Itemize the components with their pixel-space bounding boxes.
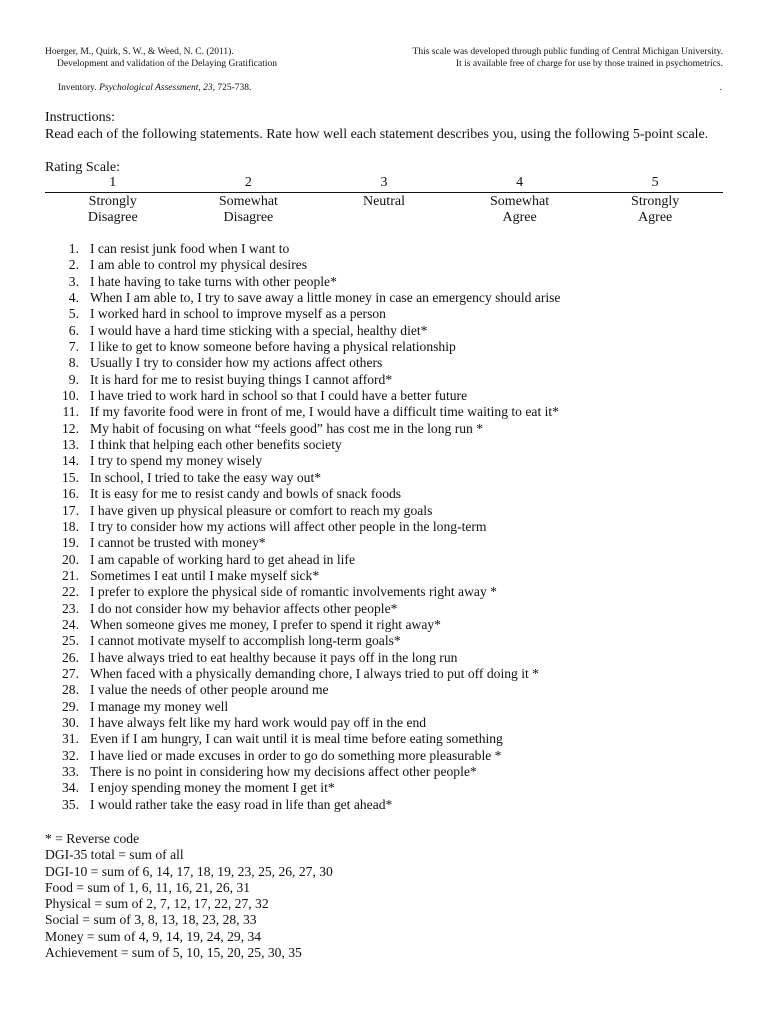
statement-item — [45, 470, 560, 486]
statement-number: 18. — [62, 518, 79, 534]
statement-number: 23. — [62, 600, 79, 616]
statement-number: 24. — [62, 616, 79, 632]
scale-number-2: 2 — [244, 175, 252, 190]
statement-text: Usually I try to consider how my actions affect others — [90, 355, 383, 371]
statement-item — [45, 274, 560, 290]
statement-text: I have lied or made excuses in order to go do something more pleasurable * — [90, 747, 502, 763]
statement-number: 7. — [68, 339, 79, 355]
statement-text: I try to consider how my actions will affect other people in the long-term — [90, 518, 487, 534]
statement-number: 27. — [62, 665, 79, 681]
scale-descriptor-line: Agree — [638, 210, 673, 225]
statement-number: 34. — [62, 780, 79, 796]
citation-title: Development and validation of the Delaying Gratification — [57, 59, 278, 69]
citation-pages: , 725-738. — [212, 83, 252, 93]
statement-item — [45, 404, 560, 420]
scale-descriptor-5 — [587, 193, 723, 226]
statement-item — [45, 633, 560, 649]
statement-number: 31. — [62, 731, 79, 747]
statement-text: I cannot be trusted with money* — [90, 535, 266, 551]
scale-descriptor-line: Somewhat — [218, 194, 278, 209]
citation-prefix: Inventory. — [58, 83, 100, 93]
statement-text: When I am able to, I try to save away a little money in case an emergency should arise — [90, 290, 561, 306]
statement-number: 5. — [68, 306, 79, 322]
statement-item — [45, 339, 560, 355]
statement-item — [45, 355, 560, 371]
statement-item — [45, 372, 560, 388]
statement-item — [45, 306, 560, 322]
statement-item — [45, 584, 560, 600]
statement-text: I value the needs of other people around me — [90, 682, 329, 698]
statement-text: It is hard for me to resist buying things I cannot afford* — [90, 371, 393, 387]
instructions-label: Instructions: — [45, 110, 115, 125]
statement-item — [45, 731, 560, 747]
statement-number: 13. — [62, 437, 79, 453]
statement-number: 21. — [62, 567, 79, 583]
statement-number: 6. — [68, 322, 79, 338]
statement-text: I try to spend my money wisely — [90, 453, 263, 469]
statement-item — [45, 617, 560, 633]
statement-item — [45, 715, 560, 731]
scoring-line: Physical = sum of 2, 7, 12, 17, 22, 27, 32 — [45, 896, 269, 912]
statement-item — [45, 699, 560, 715]
statement-list — [45, 241, 560, 813]
citation-block — [45, 46, 385, 70]
statement-text: I would rather take the easy road in life than get ahead* — [90, 796, 393, 812]
statement-item — [45, 780, 560, 796]
statement-item — [45, 503, 560, 519]
statement-item — [45, 797, 560, 813]
statement-item — [45, 535, 560, 551]
statement-text: I have always felt like my hard work would pay off in the end — [90, 714, 427, 730]
statement-text: I hate having to take turns with other people* — [90, 273, 337, 289]
statement-number: 2. — [68, 257, 79, 273]
statement-item — [45, 666, 560, 682]
statement-item — [45, 257, 560, 273]
statement-text: In school, I tried to take the easy way out* — [90, 469, 322, 485]
scale-descriptor-line: Somewhat — [490, 194, 550, 209]
statement-text: I like to get to know someone before having a physical relationship — [90, 339, 456, 355]
trailing-dot: . — [719, 83, 722, 93]
statement-item — [45, 388, 560, 404]
statement-text: My habit of focusing on what “feels good” has cost me in the long run * — [90, 420, 484, 436]
statement-text: I would have a hard time sticking with a special, healthy diet* — [90, 322, 428, 338]
scale-descriptor-line: Disagree — [87, 210, 138, 225]
rating-scale-label: Rating Scale: — [45, 160, 121, 175]
statement-item — [45, 290, 560, 306]
scoring-line: DGI-10 = sum of 6, 14, 17, 18, 19, 23, 25, 26, 27, 30 — [45, 863, 333, 879]
statement-text: I think that helping each other benefits society — [90, 437, 342, 453]
statement-text: There is no point in considering how my decisions affect other people* — [90, 764, 477, 779]
statement-item — [45, 241, 560, 257]
statement-item — [45, 552, 560, 568]
funding-line-2: It is available free of charge for use by those trained in psychometrics. — [455, 59, 723, 69]
statement-number: 4. — [68, 290, 79, 306]
statement-number: 10. — [62, 388, 79, 404]
scale-descriptor-2 — [181, 193, 317, 226]
statement-text: I am capable of working hard to get ahead in life — [90, 551, 355, 567]
rating-scale — [45, 175, 723, 226]
rating-scale-numbers — [45, 175, 723, 193]
funding-note — [363, 46, 723, 70]
statement-item — [45, 421, 560, 437]
scale-descriptor-line: Neutral — [362, 194, 405, 209]
scoring-line: * = Reverse code — [45, 831, 140, 846]
statement-number: 20. — [62, 551, 79, 567]
statement-number: 22. — [62, 584, 79, 600]
citation-journal: Psychological Assessment, 23 — [99, 83, 213, 93]
scale-descriptor-line: Disagree — [223, 210, 274, 225]
statement-text: It is easy for me to resist candy and bowls of snack foods — [90, 486, 402, 502]
statement-text: I enjoy spending money the moment I get it* — [90, 780, 335, 796]
scale-descriptor-1 — [45, 193, 181, 226]
statement-number: 26. — [62, 649, 79, 665]
statement-number: 17. — [62, 502, 79, 518]
citation-authors: Hoerger, M., Quirk, S. W., & Weed, N. C. (2011). — [45, 47, 234, 57]
statement-text: I prefer to explore the physical side of romantic involvements right away * — [90, 584, 497, 600]
statement-text: I am able to control my physical desires — [90, 257, 308, 273]
scoring-line: Food = sum of 1, 6, 11, 16, 21, 26, 31 — [45, 879, 251, 895]
statement-item — [45, 601, 560, 617]
statement-number: 35. — [62, 796, 79, 812]
scoring-line: Money = sum of 4, 9, 14, 19, 24, 29, 34 — [45, 928, 262, 944]
scale-number-3: 3 — [380, 175, 388, 190]
statement-item — [45, 650, 560, 666]
statement-item — [45, 568, 560, 584]
statement-item — [45, 486, 560, 502]
statement-item — [45, 453, 560, 469]
statement-number: 1. — [68, 241, 79, 256]
statement-number: 25. — [62, 633, 79, 649]
scoring-line: Achievement = sum of 5, 10, 15, 20, 25, 30, 35 — [45, 945, 302, 961]
citation-source — [58, 82, 251, 94]
scoring-key — [45, 831, 333, 961]
statement-text: Even if I am hungry, I can wait until it is meal time before eating something — [90, 731, 503, 747]
scale-descriptor-3 — [316, 193, 452, 226]
scale-number-1: 1 — [109, 175, 117, 190]
statement-text: I have tried to work hard in school so that I could have a better future — [90, 388, 468, 404]
statement-number: 16. — [62, 486, 79, 502]
statement-number: 32. — [62, 747, 79, 763]
scale-descriptor-line: Strongly — [88, 194, 137, 209]
scale-number-5: 5 — [651, 175, 659, 190]
statement-text: If my favorite food were in front of me, I would have a difficult time waiting to eat it* — [90, 404, 559, 420]
statement-number: 9. — [68, 371, 79, 387]
statement-number: 28. — [62, 682, 79, 698]
statement-number: 14. — [62, 453, 79, 469]
statement-item — [45, 748, 560, 764]
statement-number: 29. — [62, 698, 79, 714]
scale-descriptor-4 — [452, 193, 588, 226]
statement-item — [45, 437, 560, 453]
statement-item — [45, 682, 560, 698]
statement-item — [45, 323, 560, 339]
statement-text: I have always tried to eat healthy because it pays off in the long run — [90, 649, 458, 665]
scoring-line: Social = sum of 3, 8, 13, 18, 23, 28, 33 — [45, 912, 257, 928]
scale-descriptor-line: Agree — [502, 210, 537, 225]
statement-number: 11. — [62, 404, 79, 420]
statement-item — [45, 519, 560, 535]
funding-line-1: This scale was developed through public funding of Central Michigan University. — [412, 47, 723, 57]
statement-text: I have given up physical pleasure or comfort to reach my goals — [90, 502, 433, 518]
rating-scale-descriptors — [45, 193, 723, 226]
statement-number: 12. — [62, 420, 79, 436]
statement-text: I manage my money well — [90, 698, 229, 714]
statement-text: I do not consider how my behavior affects other people* — [90, 600, 398, 616]
statement-text: I cannot motivate myself to accomplish long-term goals* — [90, 633, 401, 649]
statement-text: I can resist junk food when I want to — [90, 241, 290, 256]
statement-number: 33. — [62, 764, 79, 779]
statement-number: 15. — [62, 469, 79, 485]
scale-descriptor-line: Strongly — [631, 194, 680, 209]
scoring-line: DGI-35 total = sum of all — [45, 847, 184, 863]
statement-number: 19. — [62, 535, 79, 551]
statement-text: I worked hard in school to improve myself as a person — [90, 306, 386, 322]
statement-text: When faced with a physically demanding chore, I always tried to put off doing it * — [90, 665, 539, 681]
statement-number: 3. — [68, 273, 79, 289]
instructions-text: Read each of the following statements. Rate how well each statement describes you, using the following 5-point scale. — [45, 127, 709, 142]
scale-number-4: 4 — [516, 175, 524, 190]
statement-number: 30. — [62, 714, 79, 730]
statement-item — [45, 764, 560, 780]
statement-number: 8. — [68, 355, 79, 371]
statement-text: When someone gives me money, I prefer to spend it right away* — [90, 616, 441, 632]
statement-text: Sometimes I eat until I make myself sick* — [90, 567, 320, 583]
